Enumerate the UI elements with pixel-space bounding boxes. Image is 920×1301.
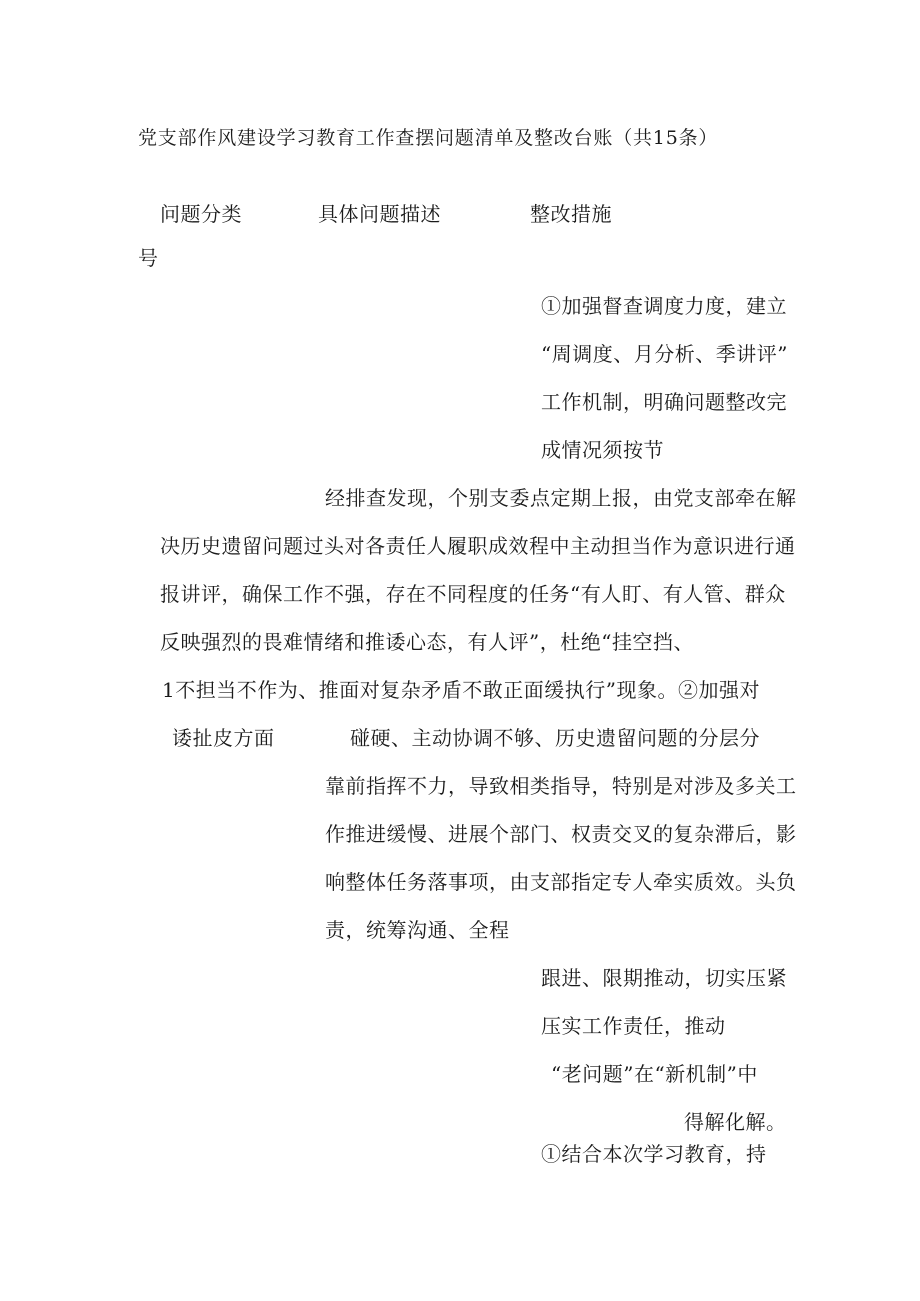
text-line: 责，统筹沟通、全程: [325, 918, 510, 942]
text-line: 成情况须按节: [541, 438, 664, 462]
header-category: 问题分类: [160, 202, 242, 226]
header-number: 号: [138, 246, 159, 270]
text-line: 作推进缓慢、进展个部门、权责交叉的复杂滞后，影: [325, 822, 797, 846]
text-line: 得解化解。: [684, 1110, 787, 1134]
text-line: ①加强督查调度力度，建立: [541, 294, 787, 318]
text-line: 报讲评，确保工作不强，存在不同程度的任务“有人盯、有人管、群众: [160, 582, 786, 606]
text-line: ①结合本次学习教育，持: [541, 1142, 767, 1166]
text-line: 反映强烈的畏难情绪和推诿心态，有人评”，杜绝“挂空挡、: [160, 630, 694, 654]
text-line: “周调度、月分析、季讲评”: [541, 342, 788, 366]
category-label: 诿扯皮方面: [172, 726, 275, 750]
header-measures: 整改措施: [530, 202, 612, 226]
text-line: 决历史遗留问题过头对各责任人履职成效程中主动担当作为意识进行通: [160, 534, 796, 558]
header-description: 具体问题描述: [318, 202, 441, 226]
text-line: 工作机制，明确问题整改完: [541, 390, 787, 414]
text-line: 压实工作责任，推动: [541, 1014, 726, 1038]
text-line: 响整体任务落事项，由支部指定专人牵实质效。头负: [325, 870, 797, 894]
text-line: 碰硬、主动协调不够、历史遗留问题的分层分: [350, 726, 760, 750]
text-line: “老问题”在“新机制”中: [551, 1062, 758, 1086]
text-line: 经排查发现，个别支委点定期上报，由党支部牵在解: [325, 486, 797, 510]
document-title: 党支部作风建设学习教育工作查摆问题清单及整改台账（共15条）: [138, 127, 719, 149]
text-line: 跟进、限期推动，切实压紧: [541, 966, 787, 990]
text-line: 靠前指挥不力，导致相类指导，特别是对涉及多关工: [325, 774, 797, 798]
text-line: 1不担当不作为、推面对复杂矛盾不敢正面缓执行”现象。②加强对: [162, 678, 760, 702]
